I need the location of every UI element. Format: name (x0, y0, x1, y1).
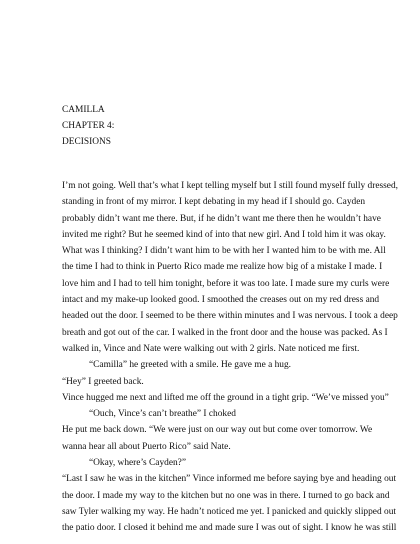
text-line: standing in front of my mirror. I kept debating in my head if I should go. Cayden (62, 197, 366, 208)
text-line: I’m not going. Well that’s what I kept telling myself but I still found myself fully dressed, (62, 181, 399, 191)
body-text (62, 178, 399, 537)
text-line: saw Tyler walking my way. He hadn’t noticed me yet. I panicked and quickly slipped out (62, 506, 396, 517)
text-line: the time I had to think in Puerto Rico made me realize how big of a mistake I made. I (62, 262, 383, 273)
text-line: He put me back down. “We were just on our way out but come over tomorrow. We (62, 425, 373, 436)
character-name: CAMILLA (62, 105, 105, 115)
text-line: invited me right? But he seemed kind of into that new girl. And I told him it was okay. (62, 229, 386, 240)
text-line: “Hey” I greeted back. (62, 376, 144, 387)
text-line: probably didn’t want me there. But, if he didn’t want me there then he wouldn’t have (62, 213, 381, 224)
text-line: headed out the door. I seemed to be there within minutes and I was nervous. I took a deep (62, 311, 398, 322)
text-line: the patio door. I closed it behind me and made sure I was out of sight. I know he was still (62, 523, 397, 534)
text-line: Vince hugged me next and lifted me off the ground in a tight grip. “We’ve missed you” (62, 392, 389, 403)
text-line: breath and got out of the car. I walked in the front door and the house was packed. As I (62, 327, 388, 338)
text-line: wanna hear all about Puerto Rico” said Nate. (62, 441, 231, 452)
text-line: “Okay, where’s Cayden?” (89, 458, 187, 469)
text-line: intact and my make-up looked good. I smoothed the creases out on my red dress and (62, 295, 380, 306)
text-line: “Camilla” he greeted with a smile. He gave me a hug. (89, 360, 292, 371)
chapter-heading (62, 102, 114, 150)
text-line: love him and I had to tell him tonight, before it was too late. I made sure my curls were (62, 278, 390, 289)
chapter-number: CHAPTER 4: (62, 121, 115, 131)
text-line: walked in, Vince and Nate were walking out with 2 girls. Nate noticed me first. (62, 343, 360, 354)
text-line: “Last I saw he was in the kitchen” Vince informed me before saying bye and heading out (62, 474, 397, 485)
text-line: What was I thinking? I didn’t want him to be with her I wanted him to be with me. All (62, 246, 386, 257)
text-line: “Ouch, Vince’s can’t breathe” I choked (89, 409, 236, 420)
text-line: the door. I made my way to the kitchen but no one was in there. I turned to go back and (62, 490, 390, 501)
chapter-title: DECISIONS (62, 137, 111, 147)
